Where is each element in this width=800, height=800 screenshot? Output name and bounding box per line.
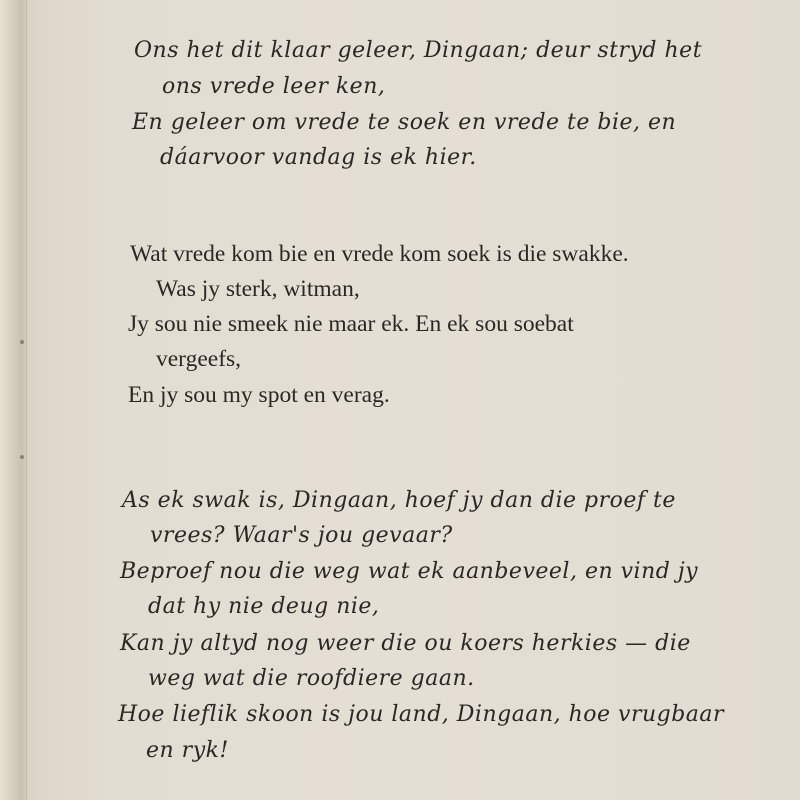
poem-line: dat hy nie deug nie, bbox=[148, 594, 380, 619]
book-gutter bbox=[0, 0, 27, 800]
poem-line: ons vrede leer ken, bbox=[162, 74, 386, 99]
poem-line: dáarvoor vandag is ek hier. bbox=[160, 145, 477, 170]
poem-line: As ek swak is, Dingaan, hoef jy dan die proef te bbox=[122, 488, 676, 513]
poem-line: Beproef nou die weg wat ek aanbeveel, en vind jy bbox=[120, 559, 699, 584]
poem-line: En jy sou my spot en verag. bbox=[128, 382, 390, 408]
binding-stitch-mark bbox=[20, 455, 24, 459]
binding-stitch-mark bbox=[20, 340, 24, 344]
poem-line: Hoe lieflik skoon is jou land, Dingaan, hoe vrugbaar bbox=[118, 702, 725, 727]
poem-line: en ryk! bbox=[146, 738, 229, 763]
poem-line: Wat vrede kom bie en vrede kom soek is die swakke. bbox=[130, 241, 629, 267]
poem-line: vrees? Waar's jou gevaar? bbox=[150, 523, 453, 548]
poem-line: weg wat die roofdiere gaan. bbox=[148, 666, 475, 691]
poem-line: En geleer om vrede te soek en vrede te bie, en bbox=[132, 110, 677, 135]
poem-line: Ons het dit klaar geleer, Dingaan; deur stryd het bbox=[134, 38, 703, 63]
poem-line: Kan jy altyd nog weer die ou koers herkies — die bbox=[120, 631, 691, 656]
poem-line: Was jy sterk, witman, bbox=[156, 276, 360, 302]
poem-line: Jy sou nie smeek nie maar ek. En ek sou soebat bbox=[128, 311, 574, 337]
poem-line: vergeefs, bbox=[156, 346, 242, 372]
